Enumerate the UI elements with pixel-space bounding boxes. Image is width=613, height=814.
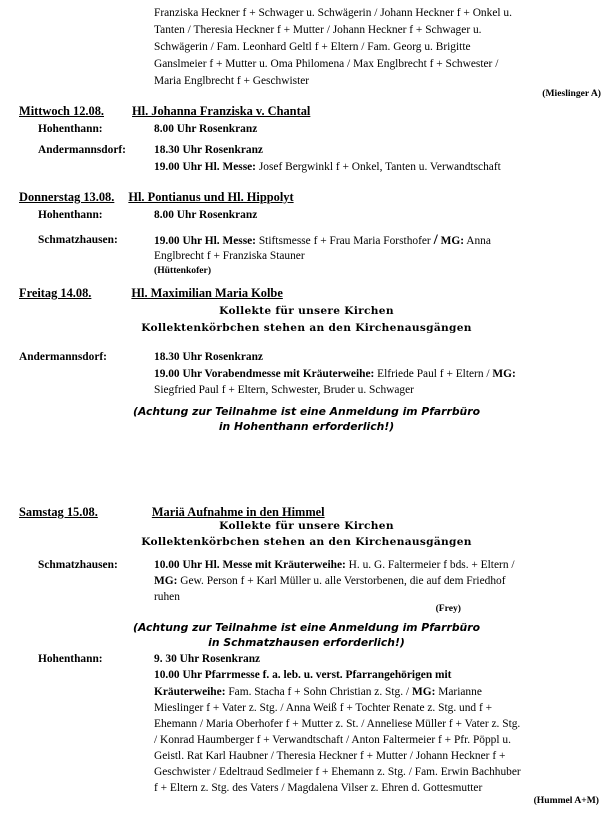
mass-entry: [154, 161, 501, 173]
separator: /: [433, 232, 438, 248]
event-time: 8.00 Uhr Rosenkranz: [154, 209, 258, 221]
mg-label: MG:: [411, 686, 436, 698]
mass-entry: [154, 559, 515, 571]
mass-intention: Fam. Stacha f + Sohn Christian z. Stg. /: [228, 686, 410, 698]
registration-notice: in Schmatzhausen erforderlich!): [208, 636, 405, 649]
day-saint: Mariä Aufnahme in den Himmel: [151, 505, 325, 519]
kollekte-notice: Kollekte für unsere Kirchen: [219, 520, 394, 532]
event-time: 18.30 Uhr Rosenkranz: [154, 144, 263, 156]
ministrant-note: (Mieslinger A): [542, 88, 601, 99]
day-date: Samstag 15.08.: [19, 505, 98, 519]
mass-label: 10.00 Uhr Pfarrmesse f. a. leb. u. verst. Pfarrangehörigen mit: [154, 669, 452, 681]
day-heading: [19, 190, 294, 205]
day-saint: Hl. Maximilian Maria Kolbe: [131, 286, 283, 300]
mass-intention: Gew. Person f + Karl Müller u. alle Verstorbenen, die auf dem Friedhof: [180, 575, 506, 587]
registration-notice: in Hohenthann erforderlich!): [218, 420, 395, 433]
ministrant-note: (Hummel A+M): [533, 795, 599, 806]
kraeuterweihe-label: Kräuterweihe:: [154, 686, 226, 698]
mass-intention: H. u. G. Faltermeier f bds. + Eltern /: [348, 559, 515, 571]
mass-entry: [154, 575, 506, 587]
mg-label: MG:: [492, 368, 516, 380]
ministrant-note: (Frey): [435, 603, 461, 614]
day-saint: Hl. Pontianus und Hl. Hippolyt: [128, 190, 294, 204]
mass-intention: Stiftsmesse f + Frau Maria Forsthofer: [258, 235, 431, 247]
intention-line: Maria Englbrecht f + Geschwister: [154, 75, 310, 87]
intention-line: Mieslinger f + Vater z. Stg. / Anna Weiß f + Tochter Renate z. Stg. und f +: [154, 702, 493, 714]
intention-line: Schwägerin / Fam. Leonhard Geltl f + Eltern / Fam. Georg u. Brigitte: [154, 41, 471, 53]
mass-intention: Josef Bergwinkl f + Onkel, Tanten u. Verwandtschaft: [258, 161, 501, 173]
intention-line: Franziska Heckner f + Schwager u. Schwägerin / Johann Heckner f + Onkel u.: [154, 7, 512, 19]
mass-intention: Elfriede Paul f + Eltern /: [377, 368, 490, 380]
event-time: 9. 30 Uhr Rosenkranz: [154, 653, 261, 665]
day-date: Donnerstag 13.08.: [19, 190, 115, 204]
mass-label: 19.00 Uhr Hl. Messe:: [154, 235, 256, 247]
mass-intention: ruhen: [154, 591, 180, 603]
location-label: Hohenthann:: [38, 123, 103, 135]
day-date: Mittwoch 12.08.: [19, 104, 104, 118]
intention-line: f + Eltern z. Stg. des Vaters / Magdalena Vilser z. Ehren d. Gottesmutter: [154, 782, 483, 794]
day-saint: Hl. Johanna Franziska v. Chantal: [132, 104, 311, 118]
mass-intention: Englbrecht f + Franziska Stauner: [154, 250, 305, 262]
day-date: Freitag 14.08.: [19, 286, 92, 300]
intention-line: Geschwister / Edeltraud Sedlmeier f + Ehemann z. Stg. / Fam. Erwin Bachhuber: [154, 766, 521, 778]
location-label: Schmatzhausen:: [38, 559, 118, 571]
mg-label: MG:: [440, 235, 465, 247]
day-heading: [19, 505, 325, 520]
day-heading: [19, 104, 310, 119]
intention-line: / Konrad Haumberger f + Verwandtschaft / Anton Faltermeier f + Pfr. Pöppl u.: [154, 734, 511, 746]
event-time: 18.30 Uhr Rosenkranz: [154, 351, 263, 363]
location-label: Andermannsdorf:: [19, 351, 107, 363]
location-label: Hohenthann:: [38, 653, 103, 665]
mass-intention: Siegfried Paul f + Eltern, Schwester, Bruder u. Schwager: [154, 384, 414, 396]
location-label: Andermannsdorf:: [38, 144, 126, 156]
intention-line: Geistl. Rat Karl Haubner / Theresia Heckner f + Mutter / Johann Heckner f +: [154, 750, 506, 762]
mass-entry: [154, 368, 516, 380]
mass-entry: [154, 232, 491, 249]
intention-line: Ehemann / Maria Oberhofer f + Mutter z. St. / Anneliese Müller f + Vater z. Stg.: [154, 718, 521, 730]
registration-notice: (Achtung zur Teilnahme ist eine Anmeldung im Pfarrbüro: [133, 621, 480, 634]
mass-label: 19.00 Uhr Vorabendmesse mit Kräuterweihe:: [154, 368, 375, 380]
location-label: Schmatzhausen:: [38, 234, 118, 246]
day-heading: [19, 286, 283, 301]
location-label: Hohenthann:: [38, 209, 103, 221]
mass-label: 10.00 Uhr Hl. Messe mit Kräuterweihe:: [154, 559, 346, 571]
collection-basket-notice: Kollektenkörbchen stehen an den Kirchenausgängen: [141, 536, 472, 548]
event-time: 8.00 Uhr Rosenkranz: [154, 123, 258, 135]
mass-intention: Marianne: [438, 686, 482, 698]
ministrant-note: (Hüttenkofer): [154, 265, 212, 276]
mass-label: 19.00 Uhr Hl. Messe:: [154, 161, 256, 173]
registration-notice: (Achtung zur Teilnahme ist eine Anmeldung im Pfarrbüro: [133, 405, 480, 418]
intention-line: Ganslmeier f + Mutter u. Oma Philomena / Max Englbrecht f + Schwester /: [154, 58, 499, 70]
collection-basket-notice: Kollektenkörbchen stehen an den Kirchenausgängen: [141, 322, 472, 334]
mg-label: MG:: [154, 575, 178, 587]
intention-line: Tanten / Theresia Heckner f + Mutter / Johann Heckner f + Schwager u.: [154, 24, 482, 36]
mass-entry: [154, 686, 482, 698]
kollekte-notice: Kollekte für unsere Kirchen: [219, 305, 394, 317]
mass-intention: Anna: [466, 235, 491, 247]
